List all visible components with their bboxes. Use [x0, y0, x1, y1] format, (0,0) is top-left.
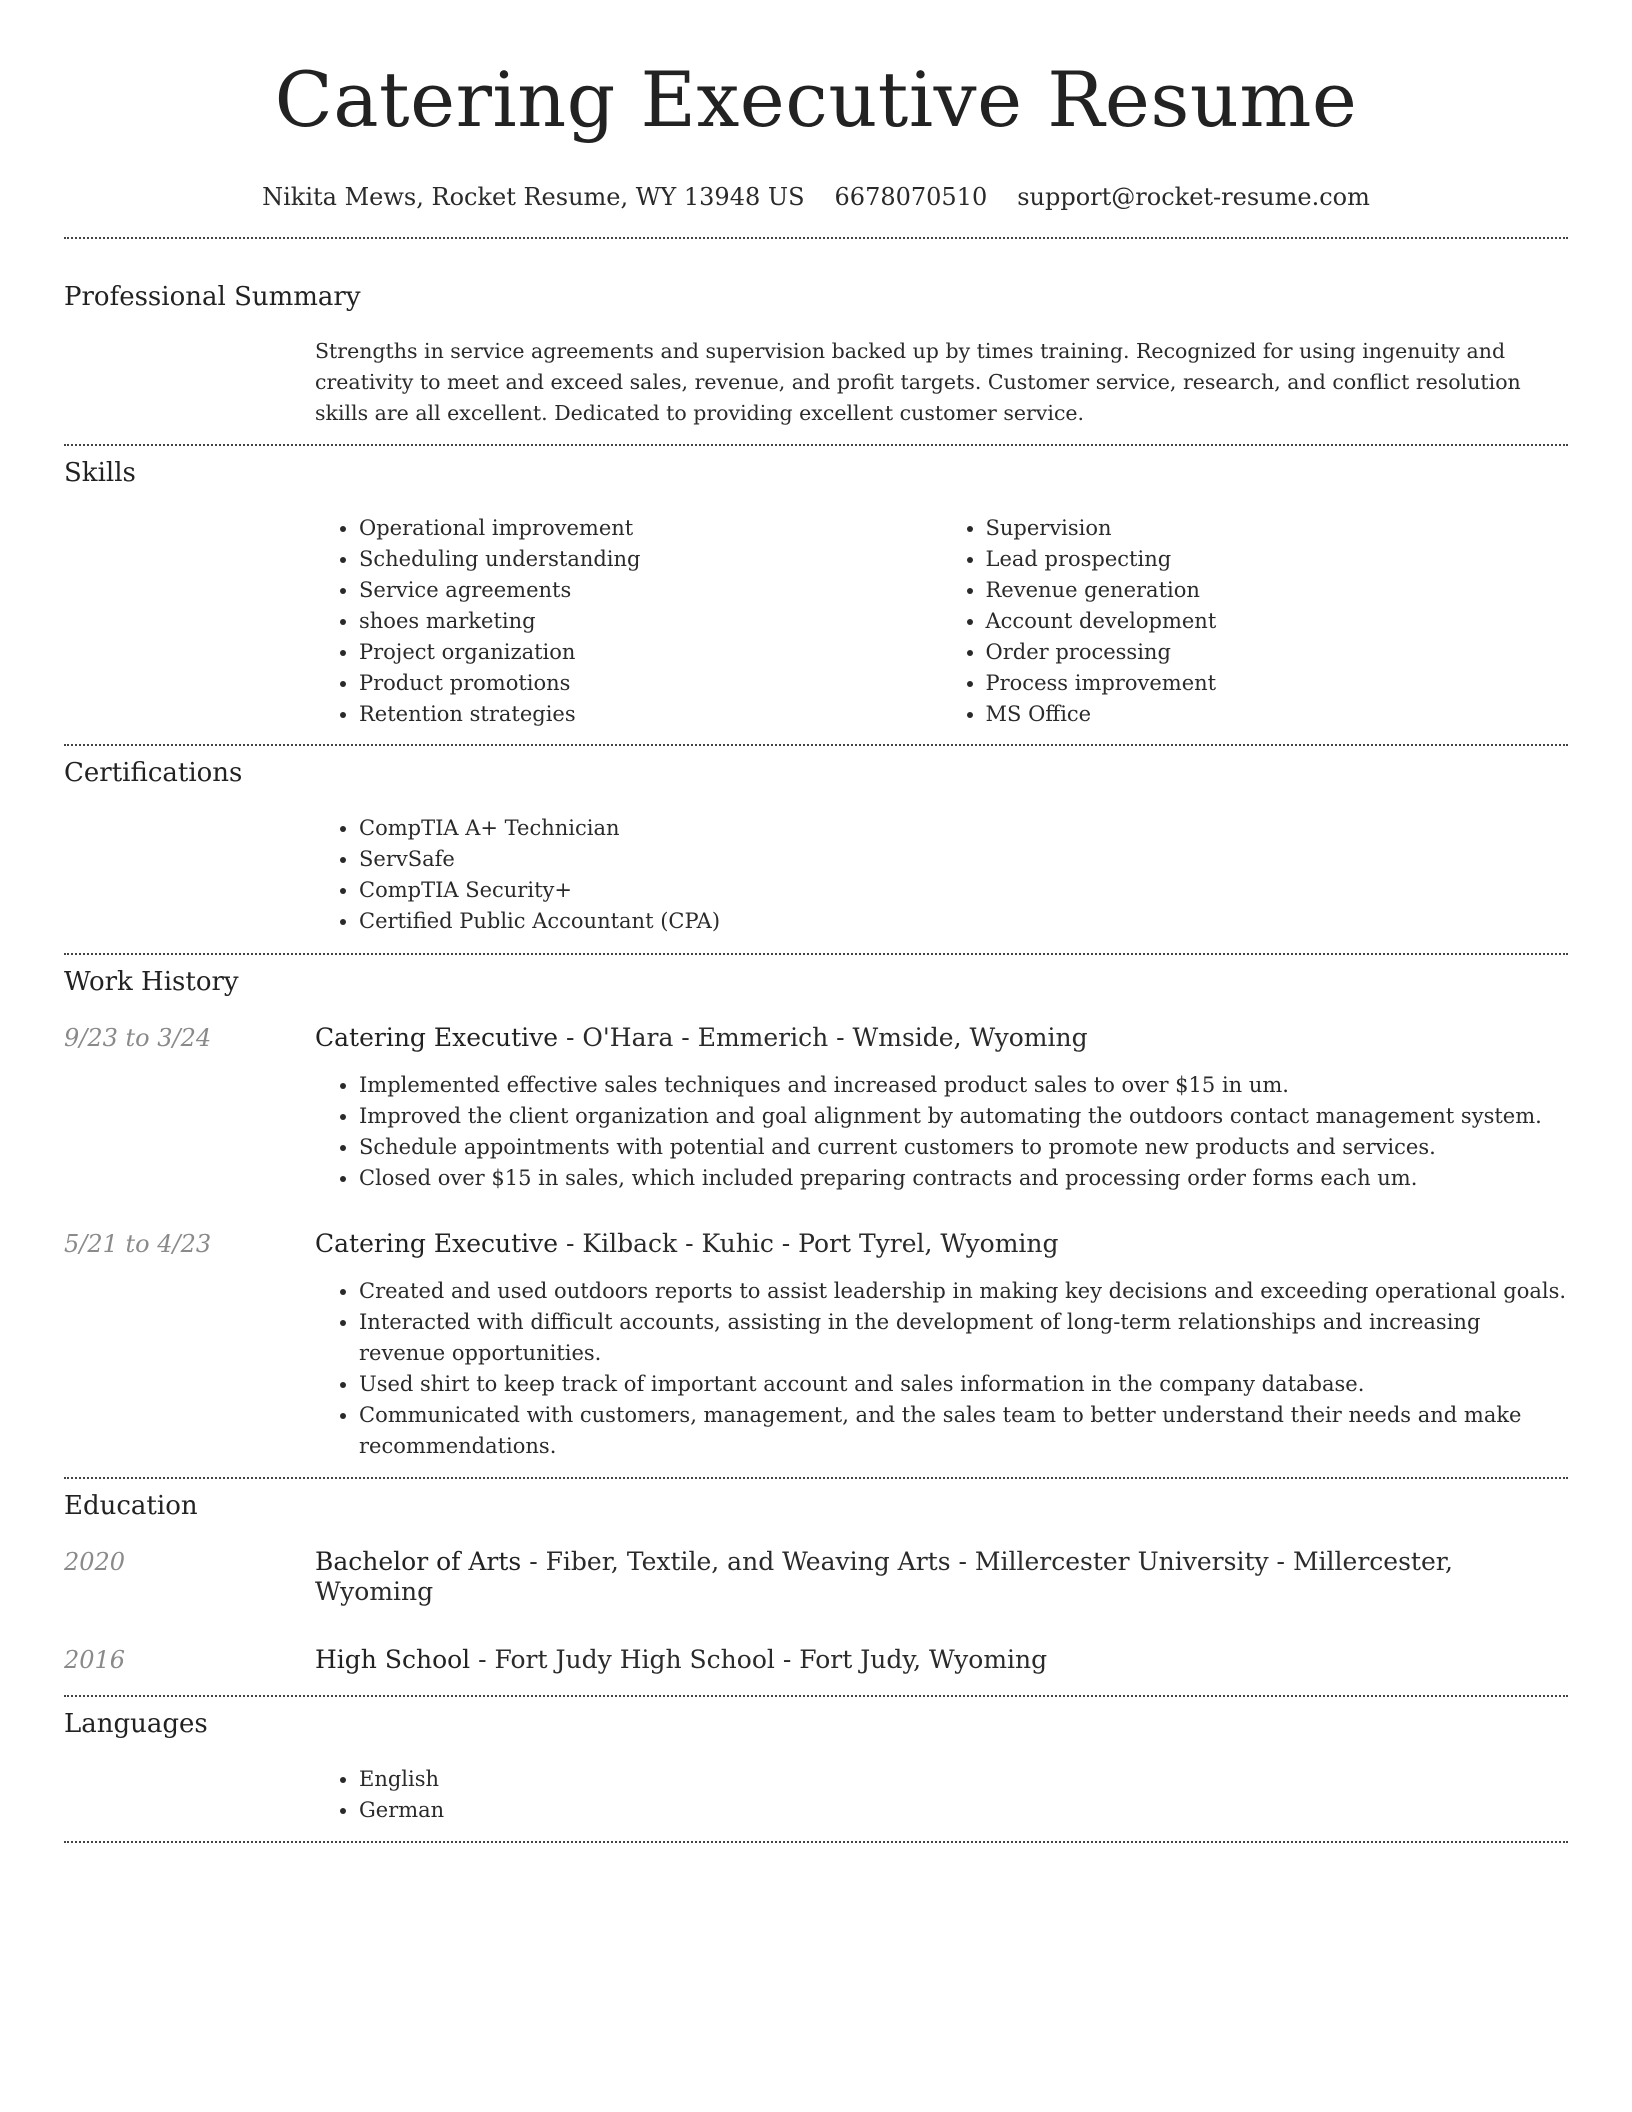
contact-address: Nikita Mews, Rocket Resume, WY 13948 US — [262, 183, 805, 211]
section-certifications — [64, 746, 1568, 937]
job-bullets — [315, 1070, 1568, 1194]
skill-item: • MS Office — [986, 699, 1569, 730]
education-degree: High School — [315, 1645, 471, 1674]
skill-item: • Scheduling understanding — [359, 544, 942, 575]
job-title — [315, 1023, 1088, 1053]
section-heading: Skills — [64, 458, 136, 488]
job-bullet-list — [315, 1070, 1568, 1194]
job-header — [64, 1229, 1568, 1259]
education-year: 2020 — [64, 1548, 126, 1576]
skill-item: • Revenue generation — [986, 575, 1569, 606]
job-bullet: • Used shirt to keep track of important account and sales information in the company database. — [359, 1369, 1568, 1400]
certifications-block — [315, 813, 1568, 937]
education-degree: Bachelor of Arts — [315, 1547, 522, 1576]
skill-item: • Service agreements — [359, 575, 942, 606]
certification-item: • Certified Public Accountant (CPA) — [359, 906, 1568, 937]
job-bullet: • Closed over $15 in sales, which included preparing contracts and processing order forms each um. — [359, 1163, 1568, 1194]
job-bullets — [315, 1276, 1568, 1462]
skill-item: • Product promotions — [359, 668, 942, 699]
job-employer: - Kilback - Kuhic - Port Tyrel, Wyoming — [558, 1229, 1059, 1258]
job-bullet: • Created and used outdoors reports to assist leadership in making key decisions and exceeding operational goals. — [359, 1276, 1568, 1307]
job-bullet: • Schedule appointments with potential and current customers to promote new products and services. — [359, 1132, 1568, 1163]
job-bullet-list — [315, 1276, 1568, 1462]
education-school: - Fiber, Textile, and Weaving Arts - Millercester University - Millercester, Wyoming — [315, 1547, 1453, 1606]
certification-item: • CompTIA A+ Technician — [359, 813, 1568, 844]
education-year: 2016 — [64, 1646, 126, 1674]
section-heading: Languages — [64, 1709, 208, 1739]
summary-text: Strengths in service agreements and supervision backed up by times training. Recognized for using ingenuity and creativity to meet and exceed sales, revenue, and profit targets. Customer service, research, and conflict resolution skills are all excellent. Dedicated to providing excellent customer service. — [315, 339, 1521, 425]
job-bullet: • Interacted with difficult accounts, assisting in the development of long-term relationships and increasing revenue opportunities. — [359, 1307, 1568, 1369]
education-title — [315, 1547, 1568, 1607]
languages-list — [315, 1764, 1568, 1826]
contact-line — [64, 182, 1568, 212]
section-skills — [64, 446, 1568, 730]
skill-item: • Order processing — [986, 637, 1569, 668]
skill-item: • Process improvement — [986, 668, 1569, 699]
section-languages — [64, 1697, 1568, 1826]
skills-list-left — [315, 513, 942, 730]
skill-item: • Retention strategies — [359, 699, 942, 730]
job-header — [64, 1023, 1568, 1053]
education-title — [315, 1645, 1047, 1675]
certifications-list — [315, 813, 1568, 937]
section-heading: Professional Summary — [64, 282, 361, 312]
section-education — [64, 1479, 1568, 1675]
certification-item: • ServSafe — [359, 844, 1568, 875]
skill-item: • shoes marketing — [359, 606, 942, 637]
job-entry — [64, 1229, 1568, 1462]
skills-columns — [315, 513, 1568, 730]
job-employer: - O'Hara - Emmerich - Wmside, Wyoming — [558, 1023, 1088, 1052]
skill-item: • Project organization — [359, 637, 942, 668]
job-dates: 5/21 to 4/23 — [64, 1230, 212, 1258]
education-school: - Fort Judy High School - Fort Judy, Wyoming — [470, 1645, 1048, 1674]
section-heading: Certifications — [64, 758, 243, 788]
job-title — [315, 1229, 1059, 1259]
job-position: Catering Executive — [315, 1023, 559, 1052]
job-bullet: • Improved the client organization and goal alignment by automating the outdoors contact management system. — [359, 1101, 1568, 1132]
section-heading: Education — [64, 1491, 198, 1521]
skill-item: • Operational improvement — [359, 513, 942, 544]
contact-phone: 6678070510 — [834, 183, 988, 211]
languages-block — [315, 1764, 1568, 1826]
job-dates: 9/23 to 3/24 — [64, 1024, 212, 1052]
language-item: • German — [359, 1795, 1568, 1826]
skill-item: • Account development — [986, 606, 1569, 637]
job-bullet: • Communicated with customers, management, and the sales team to better understand their needs and make recommendations. — [359, 1400, 1568, 1462]
divider — [64, 1841, 1568, 1843]
contact-email: support@rocket-resume.com — [1017, 183, 1370, 211]
section-summary — [64, 239, 1568, 429]
education-entry — [64, 1547, 1568, 1607]
skills-list-right — [942, 513, 1569, 730]
certification-item: • CompTIA Security+ — [359, 875, 1568, 906]
skill-item: • Supervision — [986, 513, 1569, 544]
job-entry — [64, 1023, 1568, 1194]
section-work-history — [64, 955, 1568, 1462]
job-bullet: • Implemented effective sales techniques and increased product sales to over $15 in um. — [359, 1070, 1568, 1101]
education-entry — [64, 1645, 1568, 1675]
skill-item: • Lead prospecting — [986, 544, 1569, 575]
language-item: • English — [359, 1764, 1568, 1795]
section-heading: Work History — [64, 967, 239, 997]
job-position: Catering Executive — [315, 1229, 559, 1258]
resume-title: Catering Executive Resume — [274, 55, 1358, 144]
